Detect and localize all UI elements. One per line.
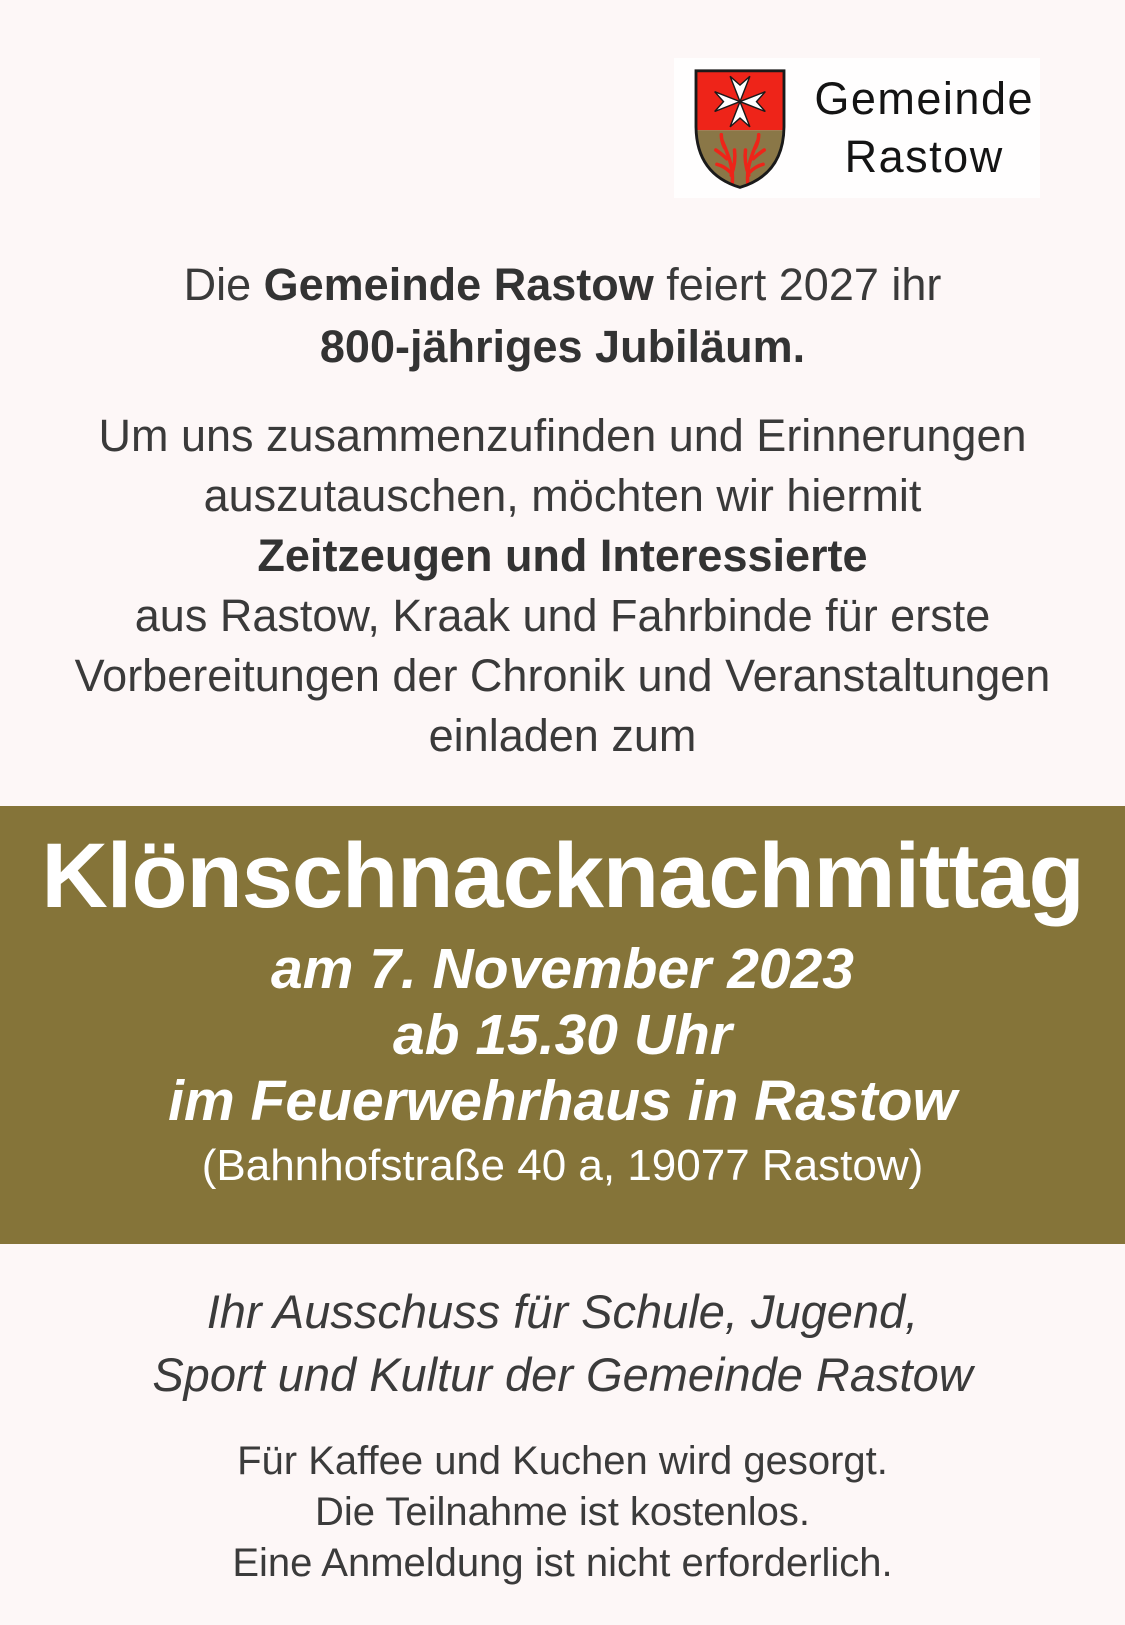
event-location: im Feuerwehrhaus in Rastow (168, 1069, 957, 1133)
event-time: ab 15.30 Uhr (393, 1003, 732, 1067)
intro-line1-text2: feiert 2027 ihr (653, 259, 942, 310)
intro-line2 (0, 316, 1125, 378)
invitation-line: Um uns zusammenzufinden und Erinnerungen (98, 410, 1027, 461)
footer-line2: Die Teilnahme ist kostenlos. (314, 1490, 811, 1534)
intro-line1-bold: Gemeinde Rastow (263, 259, 654, 310)
event-title: Klönschnacknachmittag (41, 825, 1084, 927)
org-name (814, 70, 1034, 185)
invitation-line: Vorbereitungen der Chronik und Veranstaltungen (74, 650, 1051, 701)
event-address: (Bahnhofstraße 40 a, 19077 Rastow) (201, 1141, 924, 1190)
invitation-line: einladen zum (428, 710, 697, 761)
logo-row (0, 0, 1040, 198)
invitation-line-bold: Zeitzeugen und Interessierte (257, 530, 868, 581)
signature-line2: Sport und Kultur der Gemeinde Rastow (152, 1348, 973, 1401)
footer-line3: Eine Anmeldung ist nicht erforderlich. (232, 1541, 893, 1585)
coat-of-arms-icon (680, 62, 800, 194)
invitation-line: auszutauschen, möchten wir hiermit (203, 470, 922, 521)
intro-line1 (0, 254, 1125, 316)
signature-line1: Ihr Ausschuss für Schule, Jugend, (206, 1285, 919, 1338)
invitation-paragraph (0, 406, 1125, 766)
org-name-line2: Rastow (844, 131, 1004, 182)
shield-brown-field (694, 130, 786, 192)
footer-line1: Für Kaffee und Kuchen wird gesorgt. (237, 1439, 888, 1483)
event-date: am 7. November 2023 (271, 937, 854, 1001)
signature (0, 1280, 1125, 1406)
footer-notes (0, 1436, 1125, 1589)
invitation-line: aus Rastow, Kraak und Fahrbinde für erste (134, 590, 991, 641)
event-banner (0, 806, 1125, 1244)
intro-line2-bold: 800-jähriges Jubiläum. (319, 321, 806, 372)
gemeinde-rastow-logo (674, 58, 1040, 198)
intro-paragraph (0, 254, 1125, 378)
org-name-line1: Gemeinde (814, 73, 1034, 125)
intro-line1-text: Die (183, 259, 264, 310)
